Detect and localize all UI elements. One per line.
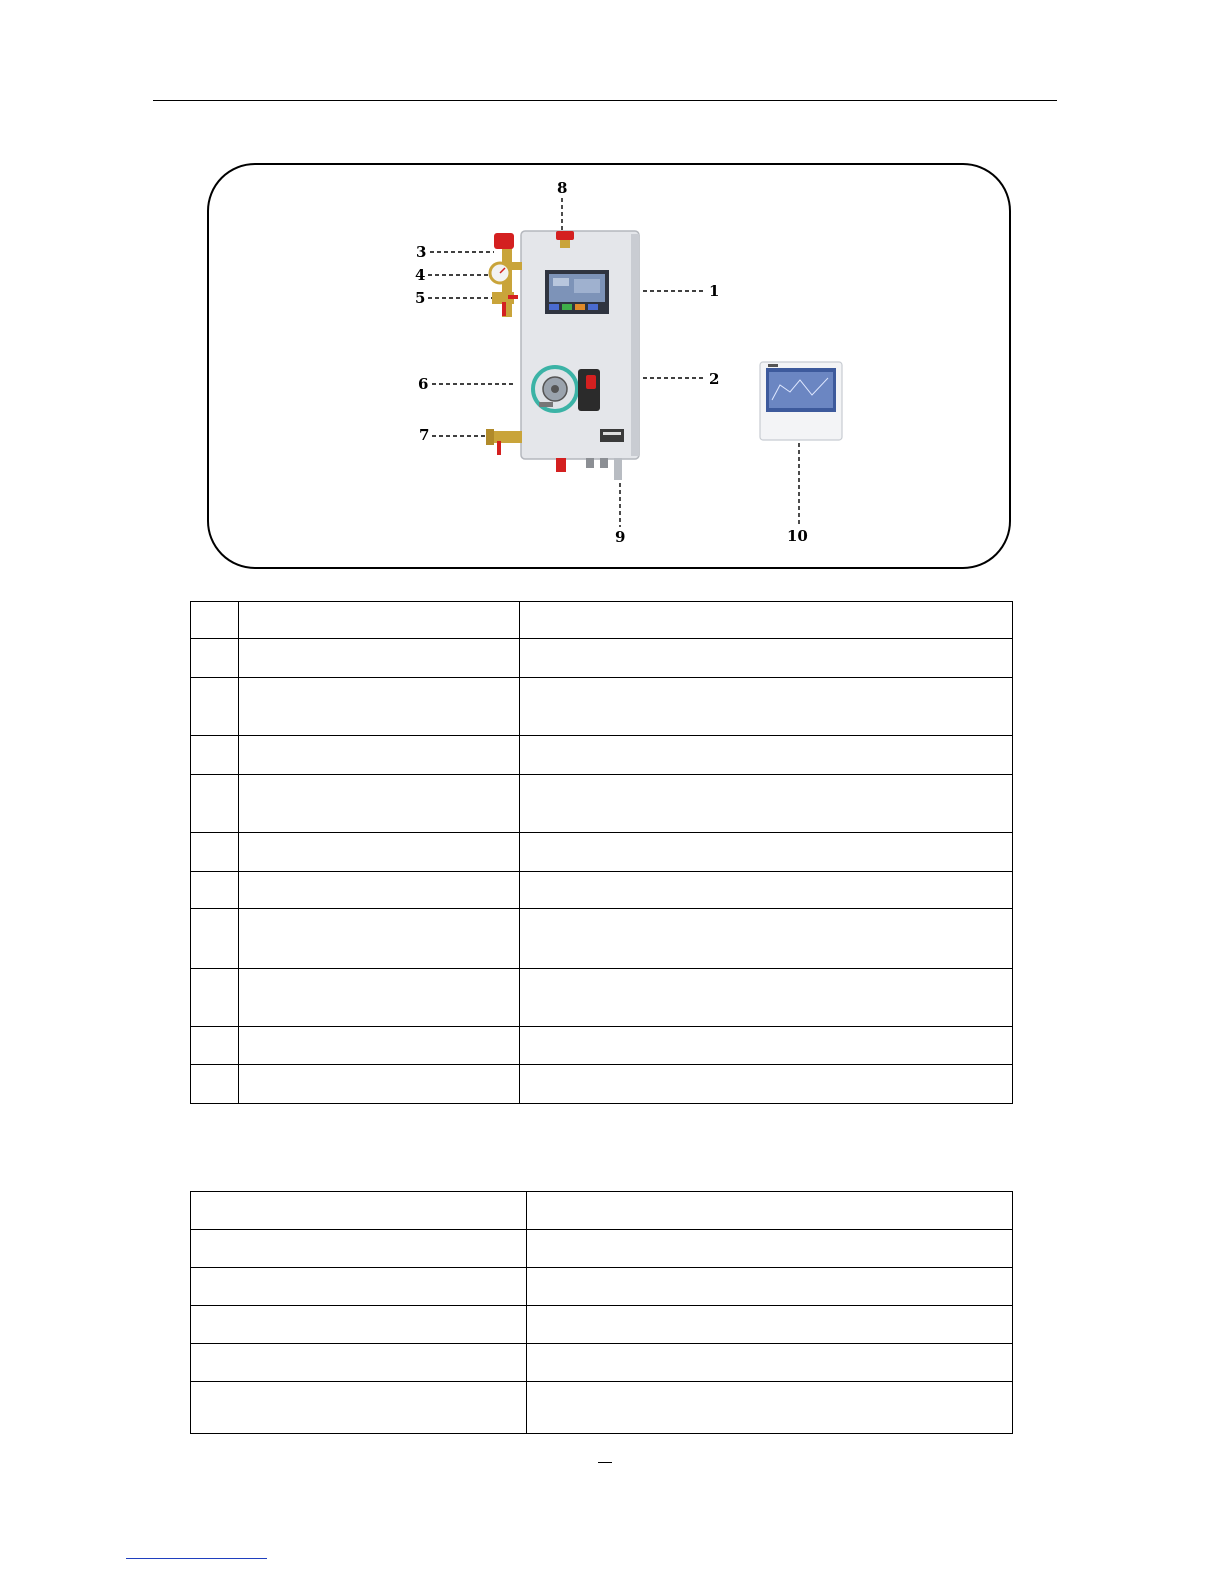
- callout-6: 6: [418, 375, 429, 393]
- table-row: [191, 1306, 1013, 1344]
- table-row: [191, 833, 1013, 872]
- station-figure: [0, 0, 1224, 600]
- callout-9: 9: [615, 528, 626, 546]
- callout-10: 10: [787, 527, 808, 545]
- spec-table: [190, 1191, 1013, 1434]
- parts-table: [190, 601, 1013, 1104]
- table-row: [191, 1027, 1013, 1065]
- circulation-pump-icon: [533, 367, 600, 411]
- callout-5: 5: [415, 289, 426, 307]
- table-row: [191, 1382, 1013, 1434]
- label-plate: [600, 429, 624, 442]
- solar-pump-station: [486, 231, 639, 480]
- table-row: [191, 1065, 1013, 1104]
- table-row: [191, 678, 1013, 736]
- table-row: [191, 1192, 1013, 1230]
- callout-2: 2: [709, 370, 720, 388]
- table-row: [191, 1268, 1013, 1306]
- callout-7: 7: [419, 426, 430, 444]
- table-row: [191, 1230, 1013, 1268]
- callout-4: 4: [415, 266, 426, 284]
- controller-icon: [760, 362, 842, 440]
- table-row: [191, 775, 1013, 833]
- table-row: [191, 639, 1013, 678]
- table-row: [191, 909, 1013, 969]
- callout-1: 1: [709, 282, 720, 300]
- table-row: [191, 602, 1013, 639]
- callout-8: 8: [557, 179, 568, 197]
- safety-valve-icon: [494, 233, 514, 249]
- footer-link[interactable]: [126, 1558, 267, 1559]
- table-row: [191, 1344, 1013, 1382]
- table-row: [191, 969, 1013, 1027]
- callout-3: 3: [416, 243, 427, 261]
- fill-valve-icon: [492, 292, 518, 316]
- table-row: [191, 736, 1013, 775]
- page-number-mark: [598, 1462, 612, 1463]
- drain-valve-icon: [486, 429, 522, 455]
- table-row: [191, 872, 1013, 909]
